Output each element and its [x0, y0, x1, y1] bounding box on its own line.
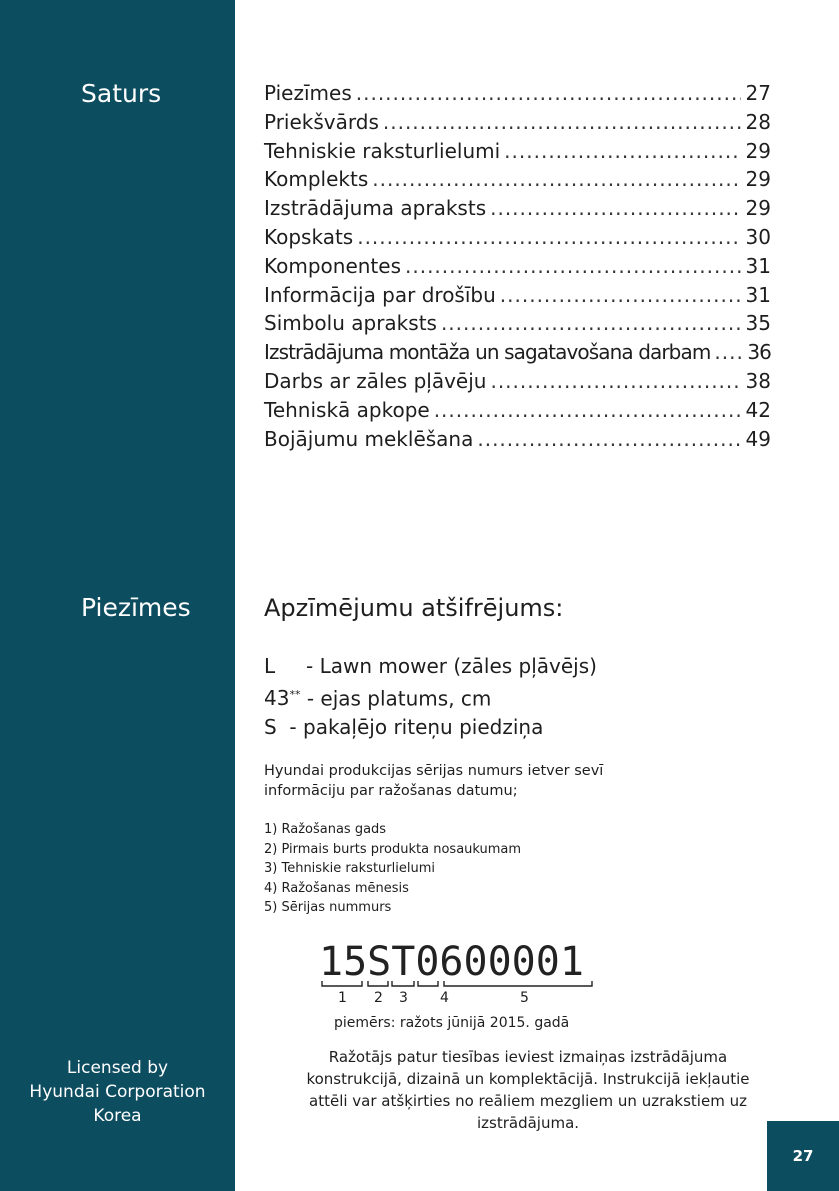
- toc-leader-dots: [372, 165, 741, 194]
- code-sup: **: [289, 687, 301, 701]
- toc-title: Darbs ar zāles pļāvēju: [264, 368, 487, 393]
- toc-page: 42: [745, 397, 771, 422]
- contents-heading: Saturs: [81, 79, 162, 108]
- toc-leader-dots: [714, 338, 741, 367]
- toc-entry[interactable]: [264, 137, 771, 166]
- license-line: Licensed by: [66, 1058, 169, 1078]
- segment-number: 5: [520, 990, 529, 1006]
- toc-leader-dots: [434, 396, 741, 425]
- toc-page: 35: [745, 311, 771, 336]
- toc-leader-dots: [490, 194, 741, 223]
- model-code-row: [264, 681, 597, 713]
- toc-page: 31: [745, 282, 771, 307]
- toc-title: Tehniskie raksturlielumi: [264, 138, 501, 163]
- disclaimer-text: Ražotājs patur tiesības ieviest izmaiņas izstrādājuma konstrukcijā, dizainā un komplektācijā. Instrukcijā iekļautie attēli var atšķirties no reāliem mezgliem un uzrakstiem uz izstrādājuma.: [306, 1048, 750, 1132]
- serial-legend: [264, 820, 521, 918]
- legend-title: Apzīmējumu atšifrējums:: [264, 594, 564, 622]
- toc-leader-dots: [504, 137, 741, 166]
- toc-leader-dots: [490, 367, 741, 396]
- toc-title: Priekšvārds: [264, 109, 379, 134]
- code-key: 43: [264, 686, 290, 711]
- toc-entry[interactable]: [264, 367, 771, 396]
- license-line: Korea: [93, 1106, 142, 1126]
- toc-page: 27: [745, 81, 771, 105]
- page-number-box: [767, 1121, 839, 1191]
- code-desc: - pakaļējo riteņu piedziņa: [289, 714, 544, 739]
- code-desc: - Lawn mower (zāles pļāvējs): [306, 654, 597, 678]
- legend-item: 1) Ražošanas gads: [264, 822, 387, 837]
- license-line: Hyundai Corporation: [29, 1082, 206, 1102]
- code-desc: - ejas platums, cm: [306, 686, 492, 711]
- legend-item: 4) Ražošanas mēnesis: [264, 880, 409, 896]
- table-of-contents: [264, 79, 771, 453]
- toc-entry[interactable]: [264, 338, 771, 367]
- toc-page: 29: [745, 138, 771, 163]
- legend-item: 5) Sērijas nummurs: [264, 900, 392, 915]
- toc-leader-dots: [477, 425, 741, 454]
- toc-entry[interactable]: [264, 223, 771, 252]
- toc-title: Informācija par drošību: [264, 282, 496, 307]
- segment-number: 2: [374, 990, 383, 1006]
- toc-page: 38: [745, 368, 771, 393]
- page-number: 27: [792, 1147, 814, 1165]
- code-key: S: [264, 714, 277, 739]
- toc-title: Komponentes: [264, 253, 401, 278]
- toc-page: 29: [745, 167, 771, 192]
- segment-number: 3: [399, 990, 408, 1006]
- toc-entry[interactable]: [264, 252, 771, 281]
- toc-page: 28: [745, 109, 771, 134]
- segment-number: 4: [440, 990, 449, 1006]
- toc-leader-dots: [356, 79, 741, 108]
- toc-title: Izstrādājuma apraksts: [264, 196, 487, 221]
- toc-page: 49: [745, 426, 771, 451]
- model-code-row: [264, 713, 597, 742]
- toc-title: Simbolu apraksts: [264, 311, 437, 336]
- toc-entry[interactable]: [264, 165, 771, 194]
- toc-title: Piezīmes: [264, 81, 352, 105]
- toc-leader-dots: [405, 252, 741, 281]
- toc-page: 29: [745, 196, 771, 221]
- model-code-row: [264, 652, 597, 681]
- toc-leader-dots: [441, 309, 741, 338]
- toc-entry[interactable]: [264, 108, 771, 137]
- toc-page: 36: [747, 340, 771, 365]
- segment-number: 1: [338, 990, 347, 1006]
- toc-entry[interactable]: [264, 79, 771, 108]
- toc-title: Komplekts: [264, 167, 369, 192]
- toc-entry[interactable]: [264, 194, 771, 223]
- toc-title: Bojājumu meklēšana: [264, 426, 474, 451]
- toc-page: 31: [745, 253, 771, 278]
- toc-title: Tehniskā apkope: [264, 397, 430, 422]
- serial-example: piemērs: ražots jūnijā 2015. gadā: [334, 1015, 570, 1031]
- toc-entry[interactable]: [264, 425, 771, 454]
- code-key: L: [264, 654, 276, 678]
- toc-entry[interactable]: [264, 396, 771, 425]
- license-text: [0, 1056, 235, 1128]
- toc-page: 30: [745, 224, 771, 249]
- toc-title: Kopskats: [264, 224, 354, 249]
- toc-title: Izstrādājuma montāža un sagatavošana darbam: [264, 340, 711, 365]
- toc-leader-dots: [357, 223, 741, 252]
- serial-intro: Hyundai produkcijas sērijas numurs ietver sevī informāciju par ražošanas datumu;: [264, 763, 604, 799]
- toc-entry[interactable]: [264, 281, 771, 310]
- serial-number: 15ST0600001: [319, 939, 584, 985]
- model-code-list: [264, 652, 597, 741]
- legend-item: 2) Pirmais burts produkta nosaukumam: [264, 841, 522, 857]
- legend-item: 3) Tehniskie raksturlielumi: [264, 861, 435, 876]
- sidebar: [0, 0, 235, 1191]
- toc-leader-dots: [383, 108, 741, 137]
- toc-entry[interactable]: [264, 309, 771, 338]
- toc-leader-dots: [500, 281, 741, 310]
- notes-heading: Piezīmes: [81, 593, 191, 622]
